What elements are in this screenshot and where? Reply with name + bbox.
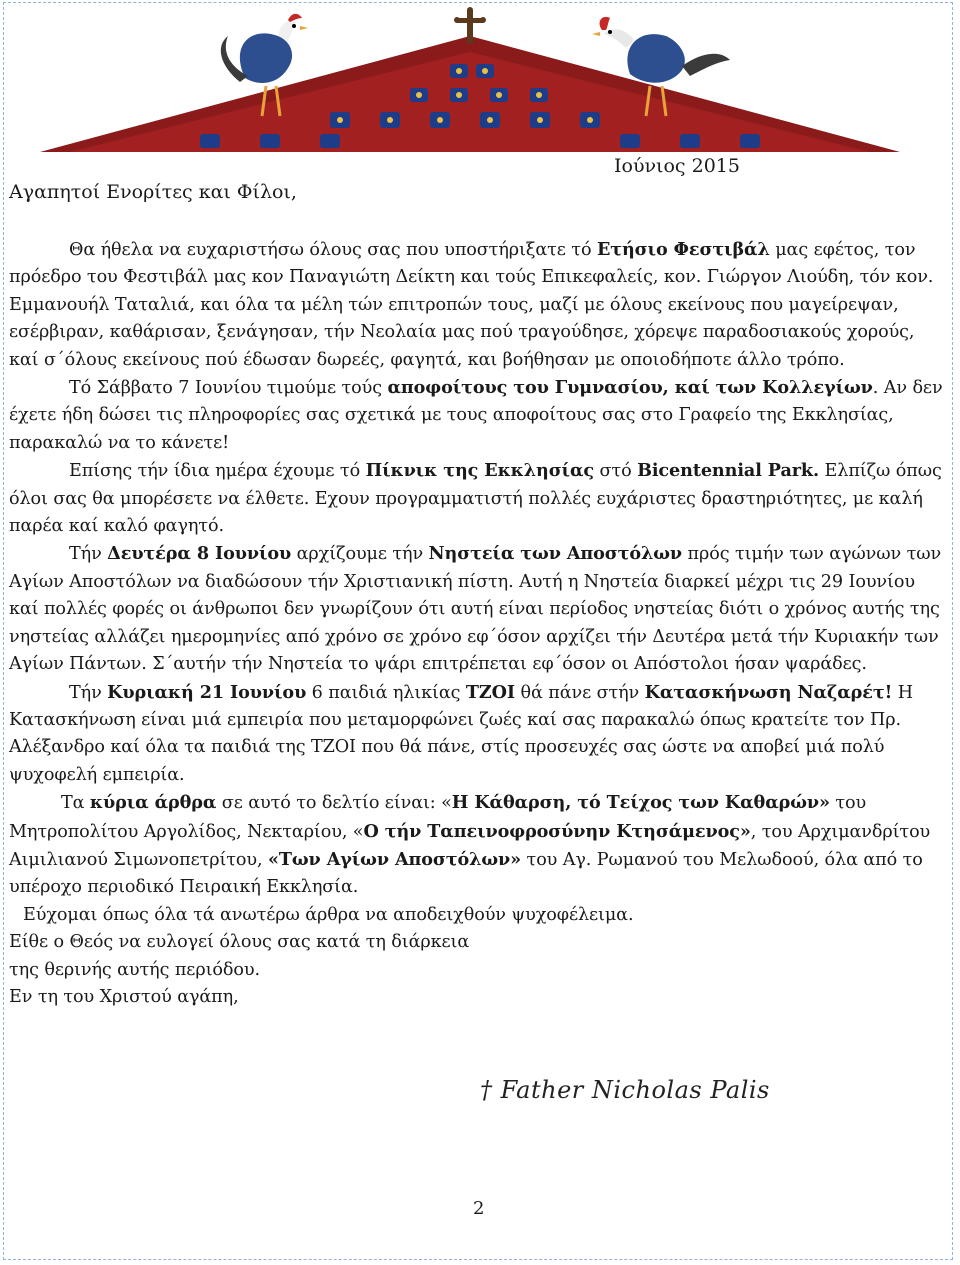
text-segment: μας εφέτος, τον πρόεδρο του Φεστιβάλ μας κον Παναγιώτη Δείκτη και τούς Επικεφαλείς, κον. Γιώργον Λιούδη, τόν κον. Εμμανουήλ Ταταλιά, και όλα τα μέλη τών επιτροπών τους, μαζί με όλους εκείνους που μαγείρεψαν, εσέρβιραν, καθάρισαν, ξενάγησαν, τήν Νεολαία μας πού τραγούδησε, χόρεψε παραδοσιακούς χορούς, καί σ΄όλους εκείνους πού έδωσαν δωρεές, φαγητά, και βοήθησαν με οποιοδήποτε άλλο τρόπο. <box>9 240 934 370</box>
text-segment: Η Κατασκήνωση είναι μιά εμπειρία που μεταμορφώνει ζωές καί σας παρακαλώ όπως κρατείτε τον Πρ. Αλέξανδρο καί όλα τα παιδιά της ΤΖΟΙ που θά πάνε, στίς προσευχές σας ώστε να αποβεί μιά πολύ ψυχοφελή εμπειρία. <box>9 682 913 785</box>
text-segment: . Αν δεν έχετε ήδη δώσει τις πληροφορίες σας σχετικά με τους αποφοίτους σας στο Γραφείο της Εκκλησίας, παρακαλώ να το κάνετε! <box>9 378 943 453</box>
highlight-tzoi: TZOI <box>465 681 515 703</box>
text-segment: στό <box>594 461 638 482</box>
paragraph-articles <box>9 789 949 902</box>
paragraph-apostles-fast <box>9 540 949 678</box>
church-roof-roosters-illustration <box>30 6 910 156</box>
text-segment: Τό Σάββατο 7 Ιουνίου τιμούμε τούς <box>69 378 388 399</box>
article-title: «Των Αγίων Αποστόλων» <box>268 848 522 870</box>
highlight-camp: Κατασκήνωση Ναζαρέτ! <box>644 681 893 703</box>
paragraph-festival-thanks <box>9 236 949 374</box>
highlight-festival: Ετήσιο Φεστιβάλ <box>596 239 770 260</box>
highlight-park: Bicentennial Park. <box>637 460 820 482</box>
text-segment: αρχίζουμε τήν <box>291 544 429 565</box>
page-number: 2 <box>473 1198 485 1219</box>
text-segment: θά πάνε στήν <box>514 682 645 703</box>
text-segment: Θα ήθελα να ευχαριστήσω όλους σας που υποστήριξατε τό <box>69 240 597 260</box>
signature: † Father Nicholas Palis <box>480 1076 770 1104</box>
text-segment: 6 παιδιά ηλικίας <box>306 682 466 703</box>
highlight-picnic: Πίκνικ της Εκκλησίας <box>365 460 595 482</box>
paragraph-graduates <box>9 374 949 457</box>
text-segment: πρός τιμήν των αγώνων των Αγίων Αποστόλων να διαδώσουν τήν Χριστιανική πίστη. Αυτή η Νηστεία διαρκεί μέχρι τις 29 Ιουνίου καί πολλές φορές οι άνθρωποι δεν γνωρίζουν ότι αυτή είναι περίοδος νηστείας διότι ο χρόνος αυτής της νηστείας αλλάζει ημερομηνίες από χρόνο σε χρόνο εφ΄όσον αρχίζει τήν Δευτέρα μετά τήν Κυριακήν των Αγίων Πάντων. Σ΄αυτήν τήν Νηστεία το ψάρι επιτρέπεται εφ΄όσον οι Απόστολοι ήσαν ψαράδες. <box>9 544 942 675</box>
highlight-fast: Νηστεία των Αποστόλων <box>428 543 683 565</box>
closing-line-1: Είθε ο Θεός να ευλογεί όλους σας κατά τη διάρκεια <box>9 932 470 953</box>
text-segment: του Μητροπολίτου Αργολίδος, Νεκταρίου, « <box>9 793 867 842</box>
highlight-graduates: αποφοίτους του Γυμνασίου, καί των Κολλεγίων <box>387 377 873 399</box>
text-segment: Επίσης τήν ίδια ημέρα έχουμε τό <box>69 461 366 482</box>
closing-line-3: Εν τη του Χριστού αγάπη, <box>9 986 239 1007</box>
paragraph-camp <box>9 679 949 790</box>
text-segment: , του Αρχιμανδρίτου Αιμιλιανού Σιμωνοπετρίτου, <box>9 821 931 870</box>
closing-line-2: της θερινής αυτής περιόδου. <box>9 959 260 980</box>
paragraph-wish: Εύχομαι όπως όλα τά ανωτέρω άρθρα να αποδειχθούν ψυχοφέλειμα. <box>23 904 634 925</box>
text-segment: σε αυτό το δελτίο είναι: « <box>216 793 452 814</box>
text-segment: Τήν <box>69 682 108 703</box>
paragraph-picnic <box>9 457 949 540</box>
letter-body <box>9 236 949 1011</box>
text-segment: Τήν <box>69 544 108 565</box>
highlight-date: Δευτέρα 8 Ιουνίου <box>107 543 292 565</box>
article-title: Ο τήν Ταπεινοφροσύνην Κτησάμενος» <box>363 820 751 842</box>
letter-date: Ιούνιος 2015 <box>614 155 740 177</box>
text-segment: Τα <box>61 793 90 814</box>
highlight-articles: κύρια άρθρα <box>89 792 217 814</box>
highlight-date: Κυριακή 21 Ιουνίου <box>107 681 307 703</box>
letter-greeting: Αγαπητοί Ενορίτες και Φίλοι, <box>9 181 297 203</box>
article-title: Η Κάθαρση, τό Τείχος των Καθαρών» <box>451 792 830 814</box>
text-segment: του Αγ. Ρωμανού του Μελωδοού, όλα από το υπέροχο περιοδικό Πειραική Εκκλησία. <box>9 849 923 898</box>
text-segment: Ελπίζω όπως όλοι σας θα μπορέσετε να έλθετε. Εχουν προγραμματιστή πολλές ευχάριστες δραστηριότητες, με καλή παρέα καί καλό φαγητό. <box>9 461 942 537</box>
